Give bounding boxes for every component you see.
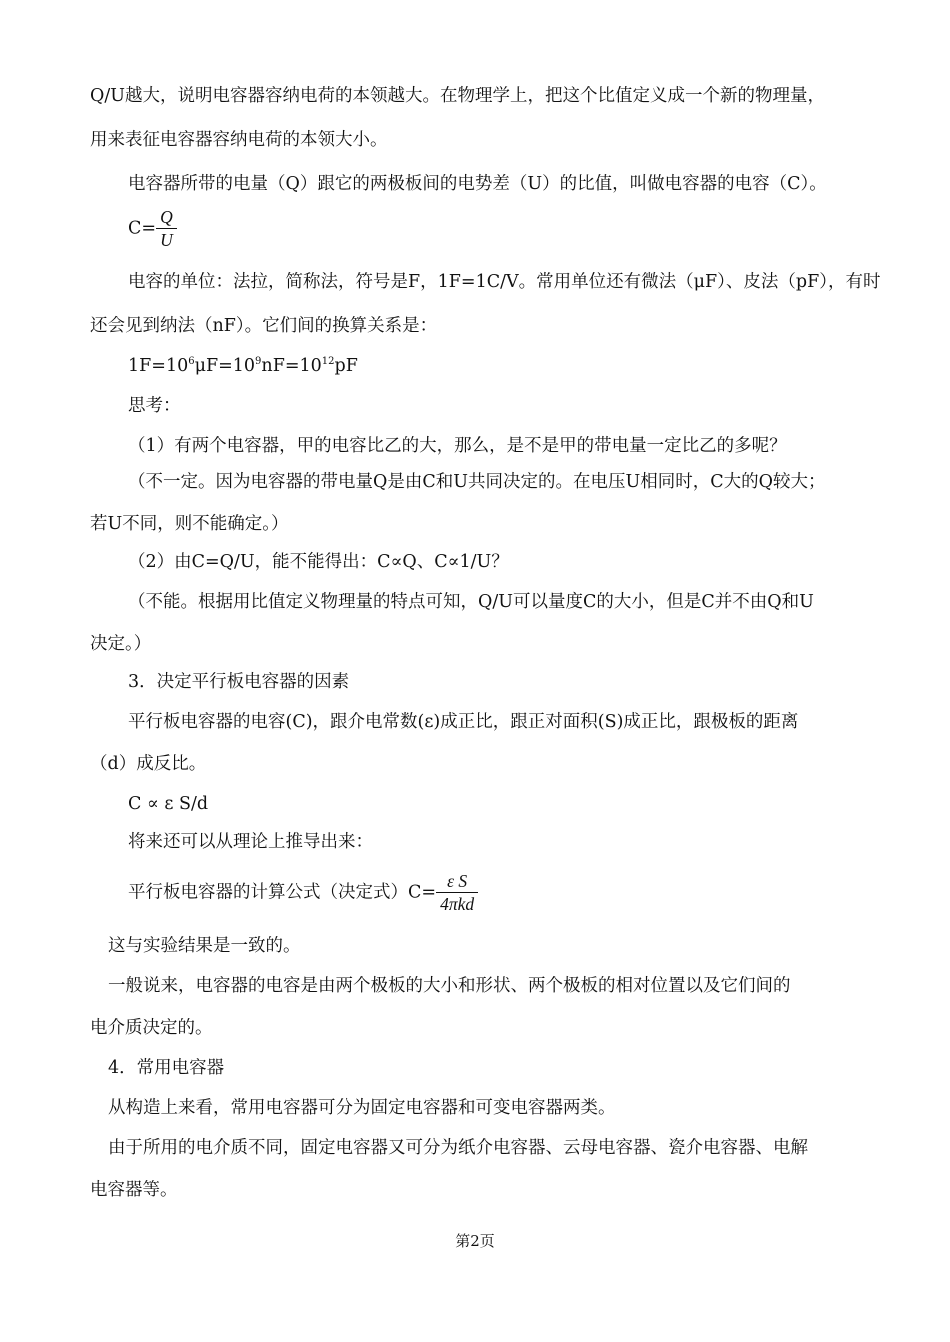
parallel-plate-formula (128, 870, 478, 915)
proportion-formula: C ∝ ε S/d (128, 794, 209, 814)
unit-line: 还会见到纳法（nF）。它们间的换算关系是： (90, 316, 438, 336)
unit-line: 电容的单位：法拉，简称法，符号是F，1F=1C/V。常用单位还有微法（μF）、皮法（pF），有时 (128, 272, 881, 292)
thinking-heading: 思考： (128, 396, 181, 416)
paragraph-line: 一般说来，电容器的电容是由两个极板的大小和形状、两个极板的相对位置以及它们间的 (108, 976, 791, 996)
conversion-exponent: 9 (255, 356, 262, 367)
paragraph-line: （d）成反比。 (90, 754, 207, 774)
conversion-formula (128, 354, 358, 378)
page-number: 第2页 (455, 1232, 495, 1250)
section-heading: 4．常用电容器 (108, 1058, 225, 1078)
paragraph-line: 用来表征电容器容纳电荷的本领大小。 (90, 130, 388, 150)
question-line: （1）有两个电容器，甲的电容比乙的大，那么，是不是甲的带电量一定比乙的多呢？ (128, 436, 787, 456)
fraction-numerator: ε S (447, 871, 468, 891)
paragraph-line: 从构造上来看，常用电容器可分为固定电容器和可变电容器两类。 (108, 1098, 616, 1118)
conversion-part: nF=10 (261, 356, 322, 376)
answer-line: 若U不同，则不能确定。） (90, 514, 289, 534)
conversion-part: μF=10 (194, 356, 256, 376)
conversion-exponent: 6 (188, 356, 195, 367)
fraction-denominator: U (156, 228, 177, 251)
conversion-part: 1F=10 (128, 356, 189, 376)
paragraph-line: 由于所用的电介质不同，固定电容器又可分为纸介电容器、云母电容器、瓷介电容器、电解 (108, 1138, 808, 1158)
section-heading: 3．决定平行板电容器的因素 (128, 672, 350, 692)
paragraph-line: 平行板电容器的电容(C)，跟介电常数(ε)成正比，跟正对面积(S)成正比，跟极板的距离 (128, 712, 799, 732)
question-line: （2）由C=Q/U，能不能得出：C∝Q、C∝1/U？ (128, 552, 509, 572)
answer-line: 决定。） (90, 634, 152, 654)
formula-prefix: 平行板电容器的计算公式（决定式）C= (128, 882, 437, 903)
conversion-part: pF (334, 356, 358, 376)
fraction (436, 870, 478, 915)
fraction-denominator: 4πkd (436, 892, 478, 915)
conversion-exponent: 12 (321, 356, 335, 367)
answer-line: （不能。根据用比值定义物理量的特点可知，Q/U可以量度C的大小，但是C并不由Q和U (128, 592, 814, 612)
paragraph-line: 电介质决定的。 (90, 1018, 213, 1038)
answer-line: （不一定。因为电容器的带电量Q是由C和U共同决定的。在电压U相同时，C大的Q较大； (128, 472, 826, 492)
fraction (156, 206, 177, 251)
fraction-numerator: Q (160, 207, 173, 227)
paragraph-line: Q/U越大，说明电容器容纳电荷的本领越大。在物理学上，把这个比值定义成一个新的物理量， (90, 86, 825, 106)
formula-prefix: C= (128, 218, 157, 239)
capacitance-formula (128, 206, 177, 251)
paragraph-line: 电容器等。 (90, 1180, 178, 1200)
paragraph-line: 将来还可以从理论上推导出来： (128, 832, 373, 852)
definition-line: 电容器所带的电量（Q）跟它的两极板间的电势差（U）的比值，叫做电容器的电容（C）。 (128, 174, 827, 194)
paragraph-line: 这与实验结果是一致的。 (108, 936, 301, 956)
